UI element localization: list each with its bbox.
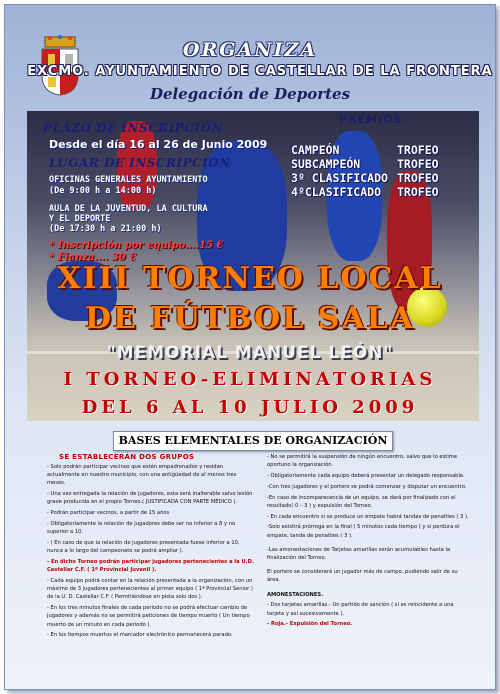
rules-left-column (47, 453, 255, 642)
torneo-title-line1: XIII TORNEO LOCAL (57, 261, 443, 296)
rule-item: - Una vez entregada la relación de jugadores, esta será inalterable salvo lesión grave producida en el propio Torneo.( JUSTIFICADA CON PARTE MÉDICO ). (47, 491, 253, 506)
memorial-title: "MEMORIAL MANUEL LEÓN" (106, 343, 394, 363)
premio-trofeo: TROFEO (397, 157, 439, 171)
rule-item: - No se permitirá la suspensión de ningún encuentro, salvo que lo estime oportuno la organización. (267, 454, 458, 469)
lugar-title: LUGAR DE INSCRIPCIÓN (49, 156, 231, 170)
premio-trofeo: TROFEO (397, 185, 439, 199)
delegacion-heading: Delegación de Deportes (149, 85, 351, 103)
rule-item: - Obligatoriamente cada equipo deberá presentar un delegado responsable. (267, 473, 465, 479)
groups-heading: SE ESTABLECERÁN DOS GRUPOS (59, 453, 195, 461)
ayuntamiento-heading: EXCMO. AYUNTAMIENTO DE CASTELLAR DE LA FRONTERA (27, 64, 493, 79)
precio-fianza: * Fianza.... 30 € (49, 252, 137, 263)
organiza-heading: ORGANIZA (182, 39, 318, 61)
plazo-value: Desde el día 16 al 26 de Junio 2009 (49, 138, 268, 151)
plazo-title: PLAZO DE INSCRIPCIÓN (43, 121, 223, 135)
rule-item: - Cada equipo podrá contar en la relación presentada a la organización, con un máximo de 3 jugadores pertenecientes al primer equipo ( 1ª Provincial Senior ) de la U. D. Castellar C.F. ( Permitiéndose en pista solo dos ). (47, 578, 253, 601)
rule-item: - Roja.- Expulsión del Torneo. (267, 621, 353, 628)
amonestaciones-heading: AMONESTACIONES. (267, 591, 324, 598)
premio-puesto: 4ºCLASIFICADO (291, 185, 382, 199)
rule-item: - Dos tarjetas amarillas.- Un partido de sanción ( si es reincidente a una tarjeta y así sucesivamente ). (267, 602, 454, 617)
eliminatorias-title: I TORNEO-ELIMINATORIAS (63, 369, 437, 390)
rule-item: -Con tres jugadores y el portero se podrá comenzar y disputar un encuentro. (267, 483, 467, 490)
rule-item: -Solo existirá prórroga en la final ( 5 minutos cada tiempo ) y si perdura el empate, tanda de penalties ( 3 ). (267, 524, 460, 539)
rule-item: - ( En caso de que la relación de jugadores presentada fuese inferior a 10, nunca a lo largo del campeonato se podrá ampliar ). (47, 540, 240, 555)
premio-trofeo: TROFEO (397, 143, 439, 157)
rule-item: -En caso de incomparecencia de un equipo, se dará por finalizado con el resultado( 0 – 3 ) y expulsión del Torneo. (267, 494, 456, 509)
fechas-title: DEL 6 AL 10 JULIO 2009 (81, 397, 419, 418)
bases-title-box: BASES ELEMENTALES DE ORGANIZACIÓN (113, 431, 393, 451)
rule-item: - En cada encuentro si se produce un empate habrá tandas de penalties ( 3 ). (267, 513, 469, 520)
premio-puesto: 3º CLASIFICADO (291, 171, 388, 185)
precio-inscripcion: * Inscripción por equipo....15 € (49, 240, 224, 251)
premio-puesto: SUBCAMPEÓN (291, 157, 361, 171)
rule-item: -Las amonestaciones de Tarjetas amarillas serán acumulables hasta la finalización del Torneo. (267, 546, 451, 561)
lugar-item: OFICINAS GENERALES AYUNTAMIENTO (49, 175, 208, 185)
premios-title: PREMIOS (339, 113, 403, 126)
lugar-item: AULA DE LA JUVENTUD, LA CULTURA (49, 204, 208, 214)
lugar-item: (De 17:30 h a 21:00 h) (49, 224, 162, 234)
rule-item: - Obligatoriamente la relación de jugadores debe ser no inferior a 8 y no superior a 10. (47, 521, 236, 536)
rules-right-column (267, 453, 471, 631)
poster (4, 4, 496, 690)
lugar-item: Y EL DEPORTE (49, 214, 111, 224)
rule-item: - En dicho Torneo podrán participar jugadores pertenecientes a la U.D. Castellar C.F. ( 1ª Provincial Juvenil ). (47, 559, 254, 574)
rule-item: - Podrán participar vecinos, a partir de 15 años (47, 510, 170, 517)
rule-item: - Solo podrán participar vecinos que estén empadronados y residan actualmente en nuestro municipio, con una antigüedad de al menos tres meses. (47, 464, 237, 487)
rule-item: - En los tres minutos finales de cada periodo no se podrá efectuar cambio de jugadores y además no se permitirá peticiones de tiempo muerto ( Un tiempo muerto de un minuto en cada periodo ). (47, 605, 250, 628)
premio-trofeo: TROFEO (397, 171, 439, 185)
rule-item: El portero se considerará un jugador más de campo, pudiendo salir de su área. (267, 569, 458, 584)
torneo-title-line2: DE FÚTBOL SALA (84, 301, 415, 336)
premio-puesto: CAMPEÓN (291, 143, 340, 157)
rule-item: - En los tiempos muertos el marcador electrónico permanecerá parado. (47, 632, 233, 639)
lugar-item: (De 9:00 h a 14:00 h) (49, 186, 157, 196)
